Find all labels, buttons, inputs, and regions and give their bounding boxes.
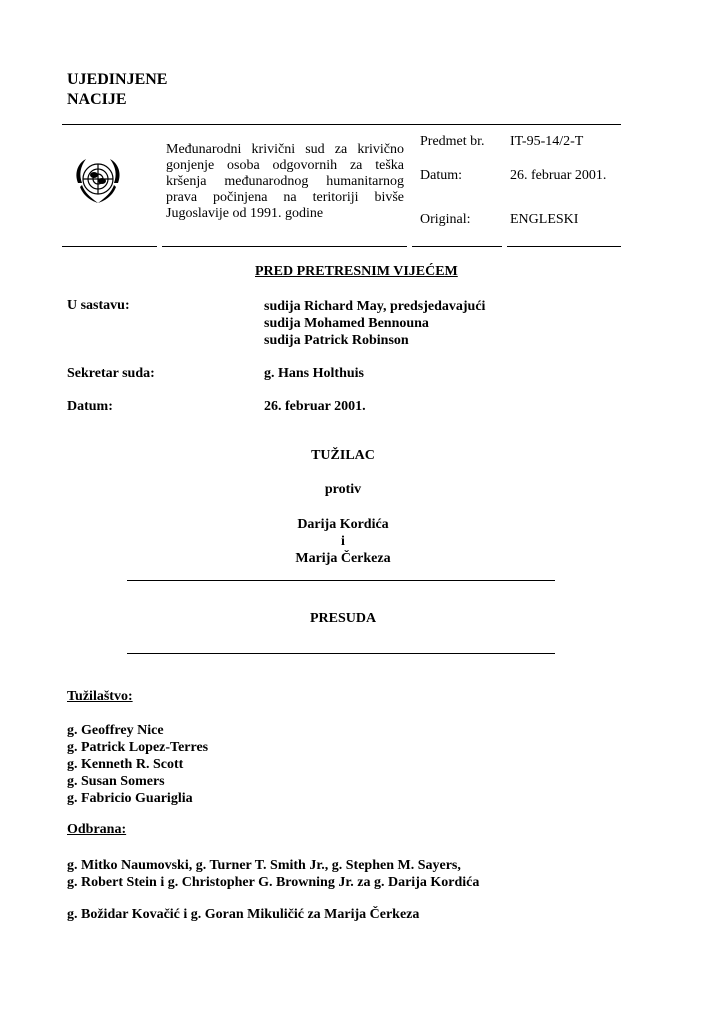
prosecution-member: g. Patrick Lopez-Terres <box>67 740 209 755</box>
decision-date: 26. februar 2001. <box>264 399 366 414</box>
judge-item: sudija Mohamed Bennouna <box>264 316 429 331</box>
header-bottom-rule-4 <box>507 246 621 247</box>
registrar-label: Sekretar suda: <box>67 366 155 381</box>
header-bottom-rule-1 <box>62 246 157 247</box>
composition-label: U sastavu: <box>67 298 130 313</box>
case-number-label: Predmet br. <box>420 134 485 149</box>
un-emblem-icon <box>70 153 126 209</box>
org-name-line2: NACIJE <box>67 91 127 108</box>
date-label: Datum: <box>420 168 462 183</box>
org-name <box>67 70 167 110</box>
decision-date-label: Datum: <box>67 399 113 414</box>
defence-kordic <box>67 857 479 891</box>
registrar-name: g. Hans Holthuis <box>264 366 364 381</box>
defence-kordic-line1: g. Mitko Naumovski, g. Turner T. Smith Jr., g. Stephen M. Sayers, <box>67 858 461 873</box>
prosecution-member: g. Geoffrey Nice <box>67 723 164 738</box>
accused-block <box>0 516 686 567</box>
prosecutor-title: TUŽILAC <box>311 448 375 463</box>
prosecution-list <box>67 722 208 807</box>
chamber-title: PRED PRETRESNIM VIJEĆEM <box>255 264 458 279</box>
defence-cerkez: g. Božidar Kovačić i g. Goran Mikuličić za Marija Čerkeza <box>67 907 420 922</box>
judge-item: sudija Richard May, predsjedavajući <box>264 299 486 314</box>
tribunal-name: Međunarodni krivični sud za krivično gonjenje osoba odgovornih za teška kršenja međunarodnog humanitarnog prava počinjena na teritoriji bivše Jugoslavije od 1991. godine <box>166 142 404 221</box>
header-bottom-rule-2 <box>162 246 407 247</box>
prosecution-heading: Tužilaštvo: <box>67 689 133 704</box>
date-value: 26. februar 2001. <box>510 168 607 183</box>
original-label: Original: <box>420 212 471 227</box>
judge-item: sudija Patrick Robinson <box>264 333 409 348</box>
accused-and: i <box>341 534 345 549</box>
title-rule-bottom <box>127 653 555 654</box>
header-bottom-rule-3 <box>412 246 502 247</box>
original-value: ENGLESKI <box>510 212 579 227</box>
case-number-value: IT-95-14/2-T <box>510 134 584 149</box>
org-name-line1: UJEDINJENE <box>67 71 168 88</box>
accused-1: Darija Kordića <box>297 517 389 532</box>
prosecution-member: g. Kenneth R. Scott <box>67 757 184 772</box>
header-top-rule <box>62 124 621 125</box>
defence-kordic-line2: g. Robert Stein i g. Christopher G. Browning Jr. za g. Darija Kordića <box>67 875 480 890</box>
versus: protiv <box>324 482 362 497</box>
title-rule-top <box>127 580 555 581</box>
prosecution-member: g. Susan Somers <box>67 774 165 789</box>
judges-list <box>264 298 485 349</box>
document-title: PRESUDA <box>309 611 377 626</box>
prosecution-member: g. Fabricio Guariglia <box>67 791 193 806</box>
defence-heading: Odbrana: <box>67 822 127 837</box>
accused-2: Marija Čerkeza <box>295 551 391 566</box>
